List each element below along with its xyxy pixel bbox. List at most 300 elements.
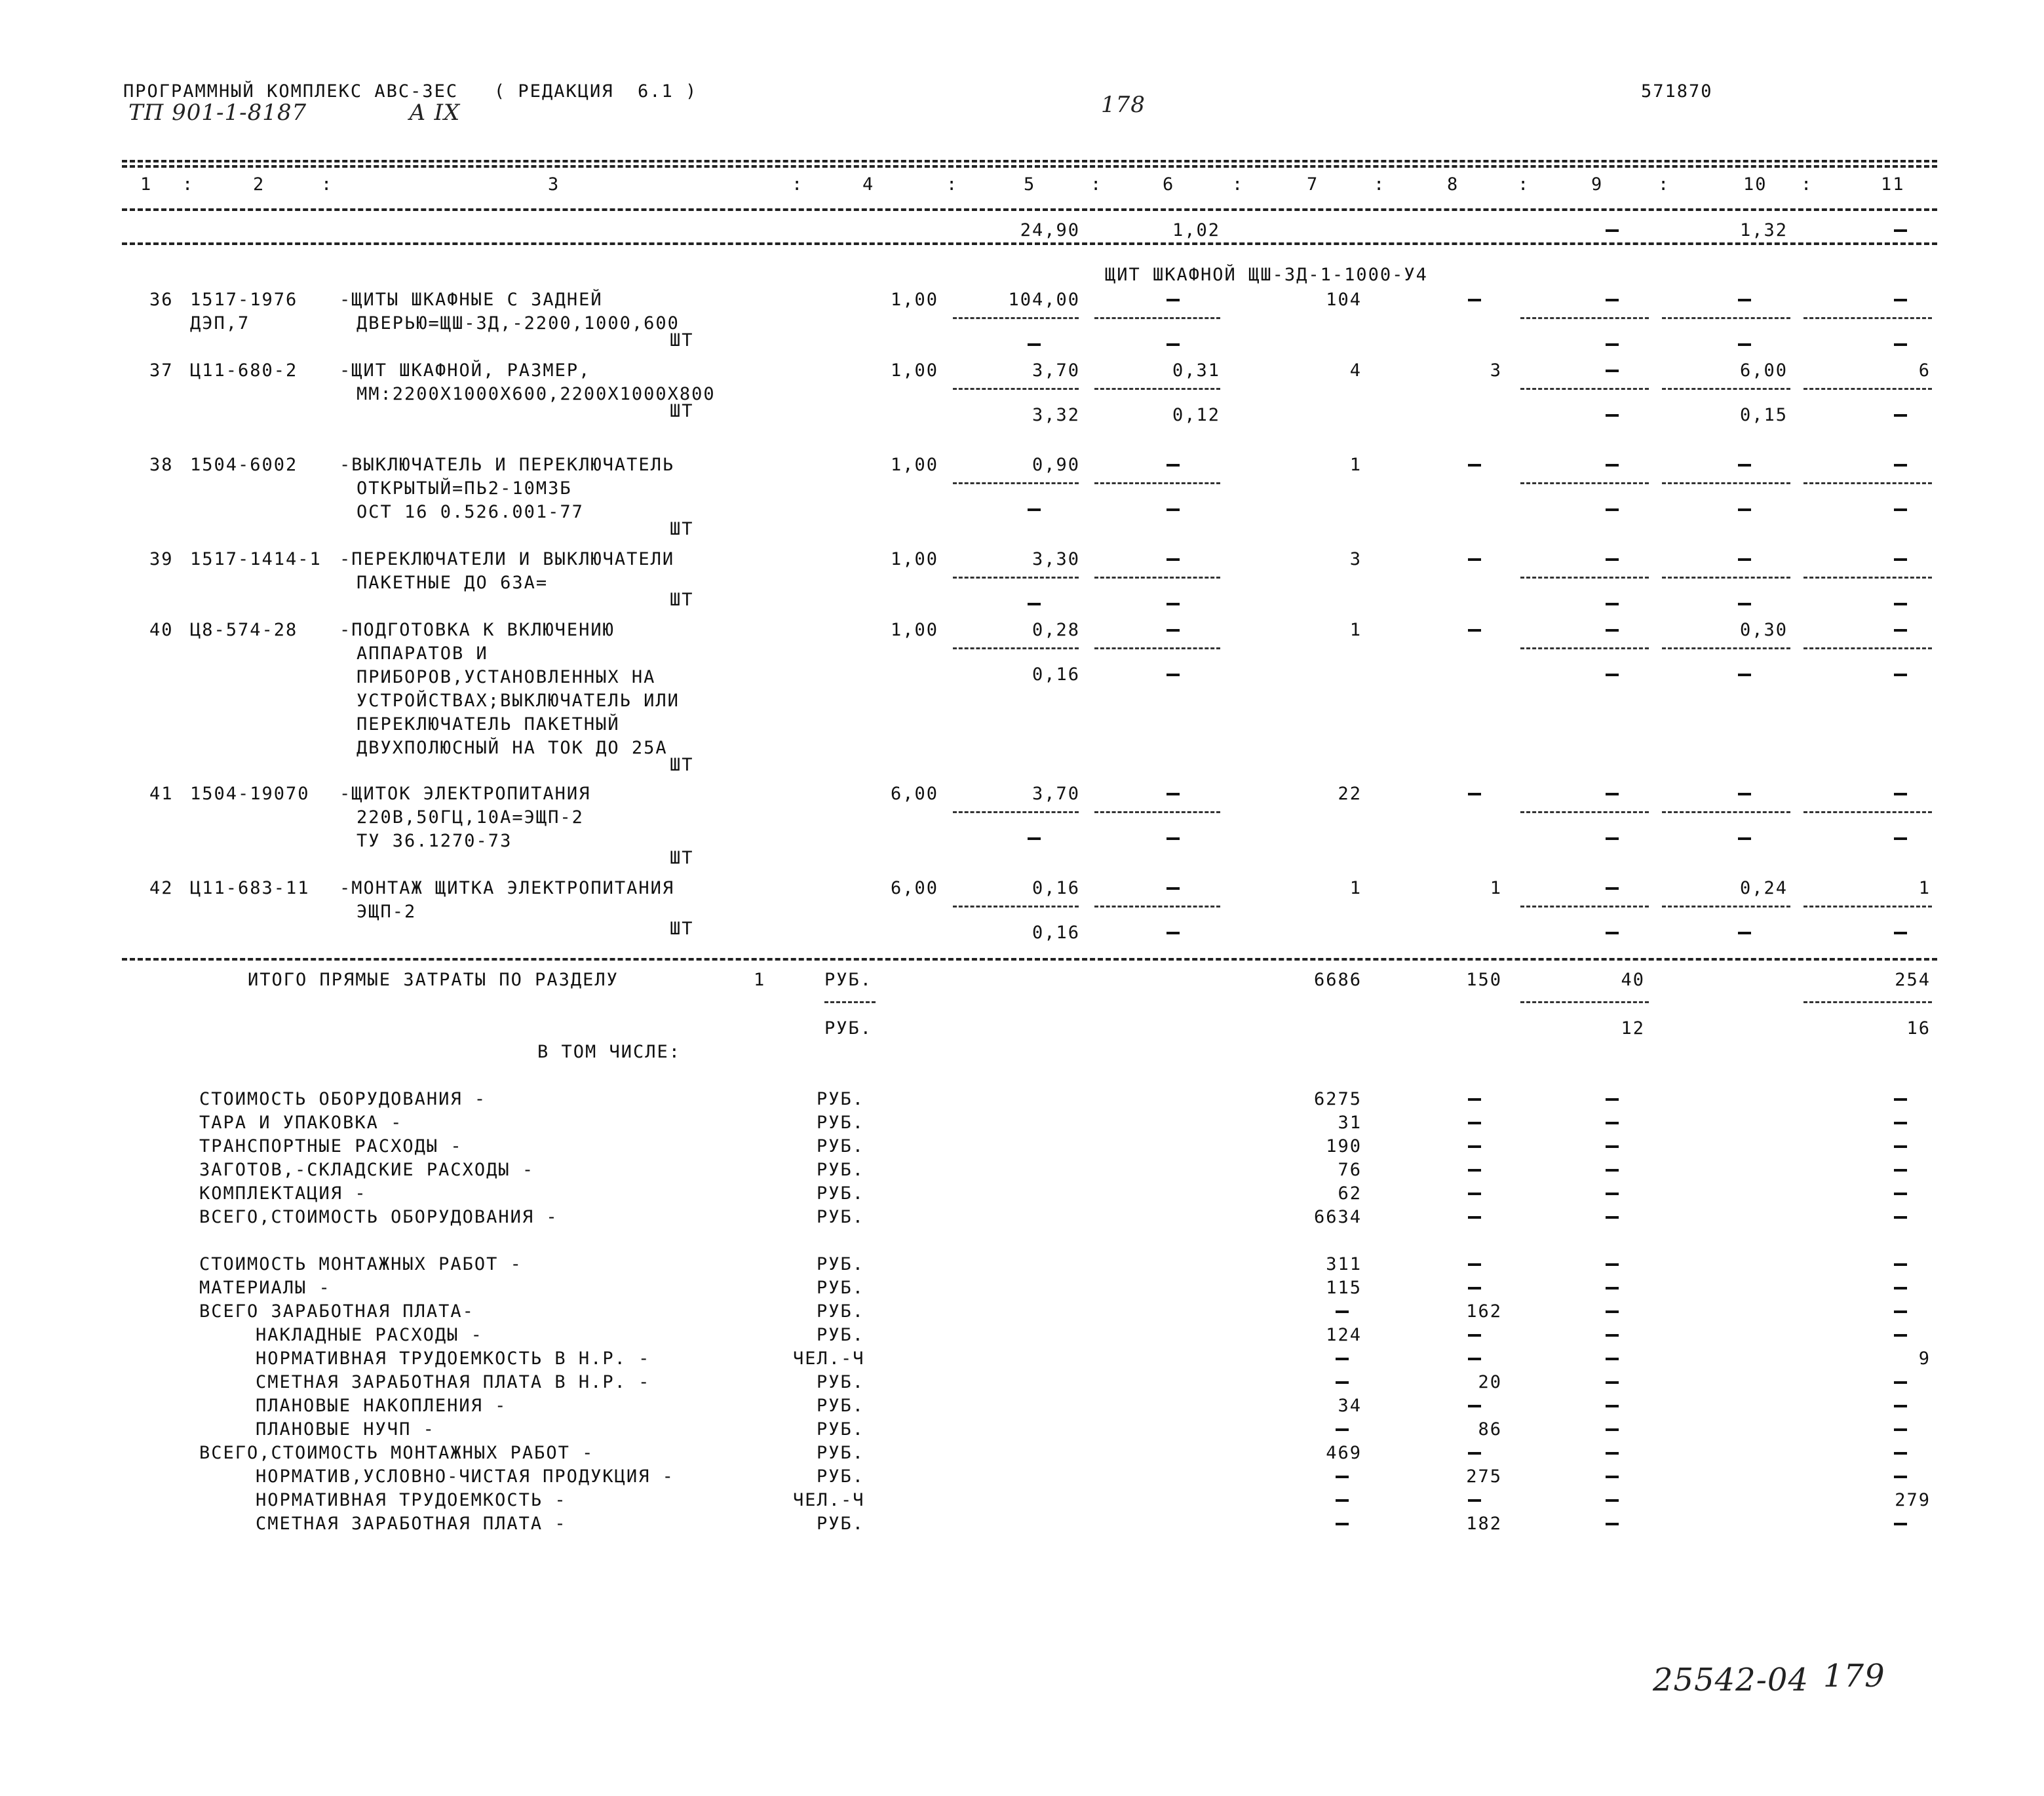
summary-c8 <box>1468 1334 1481 1337</box>
carry-c11 <box>1894 229 1907 232</box>
item-code-secondary: ДЭП,7 <box>190 313 250 334</box>
item-c5: 3,30 <box>1032 549 1080 569</box>
item-code: Ц8-574-28 <box>190 620 298 640</box>
summary-c7: 469 <box>1326 1443 1362 1463</box>
item-c5b <box>1028 508 1041 511</box>
item-c9b <box>1606 603 1619 605</box>
item-c10: 6,00 <box>1739 360 1788 381</box>
item-c9 <box>1606 793 1619 795</box>
summary-label: ЗАГОТОВ,-СКЛАДСКИЕ РАСХОДЫ - <box>199 1160 535 1180</box>
totals-c8: 150 <box>1466 970 1502 990</box>
item-code: 1504-6002 <box>190 455 298 475</box>
column-header-9: 9 <box>1591 174 1604 195</box>
summary-c7: 76 <box>1338 1160 1362 1180</box>
item-c6b <box>1167 837 1180 840</box>
carry-rule <box>122 242 1937 245</box>
summary-label: ВСЕГО ЗАРАБОТНАЯ ПЛАТА- <box>199 1301 474 1322</box>
column-separator: : <box>1090 174 1103 195</box>
item-description-line: -ЩИТОК ЭЛЕКТРОПИТАНИЯ <box>339 784 591 804</box>
item-code: Ц11-680-2 <box>190 360 298 381</box>
column-header-1: 1 <box>140 174 153 195</box>
summary-label: ВСЕГО,СТОИМОСТЬ МОНТАЖНЫХ РАБОТ - <box>199 1443 594 1463</box>
album-mark: А IX <box>409 100 461 126</box>
item-c7: 104 <box>1326 290 1362 310</box>
item-subrule-c10 <box>1662 906 1790 908</box>
item-unit: ШТ <box>670 401 694 421</box>
summary-unit: РУБ. <box>817 1136 865 1156</box>
column-header-3: 3 <box>548 174 560 195</box>
carry-c5: 24,90 <box>1020 220 1080 240</box>
column-header-7: 7 <box>1307 174 1319 195</box>
summary-c8 <box>1468 1122 1481 1124</box>
summary-c7 <box>1336 1310 1349 1313</box>
summary-c9 <box>1606 1358 1619 1360</box>
item-c11b <box>1894 343 1907 346</box>
summary-c9 <box>1606 1193 1619 1195</box>
summary-c11 <box>1894 1145 1907 1148</box>
summary-c11: 9 <box>1918 1348 1931 1369</box>
item-subrule-c5 <box>953 647 1079 649</box>
summary-c8 <box>1468 1287 1481 1290</box>
summary-unit: РУБ. <box>817 1278 865 1298</box>
item-subrule-c5 <box>953 577 1079 579</box>
column-header-5: 5 <box>1024 174 1036 195</box>
item-unit: ШТ <box>670 919 694 939</box>
item-subrule-c10 <box>1662 317 1790 319</box>
handwritten-sheet-number: 179 <box>1823 1658 1885 1694</box>
item-quantity: 1,00 <box>890 290 938 310</box>
item-unit: ШТ <box>670 330 694 351</box>
totals-c11b: 16 <box>1906 1018 1931 1039</box>
item-c11 <box>1894 793 1907 795</box>
item-description-line: ОТКРЫТЫЙ=ПЬ2-10М3Б <box>357 478 572 499</box>
summary-label: ПЛАНОВЫЕ НАКОПЛЕНИЯ - <box>256 1396 507 1416</box>
summary-c11 <box>1894 1476 1907 1478</box>
item-description-line: ПЕРЕКЛЮЧАТЕЛЬ ПАКЕТНЫЙ <box>357 714 620 735</box>
summary-label: МАТЕРИАЛЫ - <box>199 1278 331 1298</box>
summary-c8 <box>1468 1193 1481 1195</box>
totals-unit: РУБ. <box>824 970 873 990</box>
summary-label: ПЛАНОВЫЕ НУЧП - <box>256 1419 435 1440</box>
summary-c7: 6275 <box>1313 1089 1362 1109</box>
item-subrule-c9 <box>1520 647 1649 649</box>
item-c9 <box>1606 370 1619 372</box>
summary-c8 <box>1468 1145 1481 1148</box>
column-separator: : <box>321 174 334 195</box>
item-c7: 1 <box>1349 455 1362 475</box>
item-quantity: 1,00 <box>890 360 938 381</box>
item-c10b <box>1738 674 1751 676</box>
item-number: 36 <box>149 290 174 310</box>
item-description-line: -ЩИТ ШКАФНОЙ, РАЗМЕР, <box>339 360 591 381</box>
summary-unit: РУБ. <box>817 1183 865 1204</box>
summary-unit: РУБ. <box>817 1207 865 1227</box>
item-c9 <box>1606 299 1619 301</box>
summary-c11 <box>1894 1310 1907 1313</box>
summary-c9 <box>1606 1216 1619 1219</box>
item-c8: 1 <box>1490 878 1502 898</box>
item-c5b <box>1028 837 1041 840</box>
item-c6b <box>1167 932 1180 934</box>
item-description-line: -ПОДГОТОВКА К ВКЛЮЧЕНИЮ <box>339 620 615 640</box>
item-quantity: 6,00 <box>890 878 938 898</box>
item-description-line: -ВЫКЛЮЧАТЕЛЬ И ПЕРЕКЛЮЧАТЕЛЬ <box>339 455 675 475</box>
item-subrule-c11 <box>1803 577 1932 579</box>
item-c7: 3 <box>1349 549 1362 569</box>
item-subrule-c6 <box>1094 317 1220 319</box>
item-c11 <box>1894 299 1907 301</box>
item-c5: 0,90 <box>1032 455 1080 475</box>
item-c9b <box>1606 674 1619 676</box>
summary-c9 <box>1606 1428 1619 1431</box>
column-header-10: 10 <box>1743 174 1767 195</box>
totals-unit-2: РУБ. <box>824 1018 873 1039</box>
item-subrule-c9 <box>1520 388 1649 390</box>
summary-c8 <box>1468 1098 1481 1101</box>
item-c9b <box>1606 508 1619 511</box>
summary-c11: 279 <box>1895 1490 1931 1510</box>
summary-c9 <box>1606 1499 1619 1502</box>
item-subrule-c6 <box>1094 482 1220 484</box>
summary-c11 <box>1894 1169 1907 1172</box>
column-header-4: 4 <box>862 174 875 195</box>
summary-label: СТОИМОСТЬ ОБОРУДОВАНИЯ - <box>199 1089 487 1109</box>
item-subrule-c11 <box>1803 647 1932 649</box>
item-description-line: АППАРАТОВ И <box>357 643 488 664</box>
item-description-line: ДВЕРЬЮ=ЩШ-3Д,-2200,1000,600 <box>357 313 680 334</box>
item-c6b <box>1167 343 1180 346</box>
column-separator: : <box>1658 174 1670 195</box>
item-description-line: ПАКЕТНЫЕ ДО 63А= <box>357 573 549 593</box>
item-c8 <box>1468 299 1481 301</box>
item-c10 <box>1738 558 1751 561</box>
item-c6 <box>1167 464 1180 467</box>
item-c5: 3,70 <box>1032 784 1080 804</box>
item-unit: ШТ <box>670 848 694 868</box>
item-description-line: ММ:2200Х1000Х600,2200Х1000Х800 <box>357 384 716 404</box>
carry-c10: 1,32 <box>1739 220 1788 240</box>
item-c10 <box>1738 299 1751 301</box>
item-subrule-c5 <box>953 906 1079 908</box>
item-subrule-c6 <box>1094 906 1220 908</box>
summary-c11 <box>1894 1428 1907 1431</box>
summary-label: НОРМАТИВНАЯ ТРУДОЕМКОСТЬ - <box>256 1490 567 1510</box>
item-quantity: 1,00 <box>890 455 938 475</box>
summary-c9 <box>1606 1263 1619 1266</box>
item-description-line: ПРИБОРОВ,УСТАНОВЛЕННЫХ НА <box>357 667 656 687</box>
item-description-line: -ПЕРЕКЛЮЧАТЕЛИ И ВЫКЛЮЧАТЕЛИ <box>339 549 675 569</box>
item-subrule-c9 <box>1520 811 1649 813</box>
item-c11: 1 <box>1918 878 1931 898</box>
summary-label: СМЕТНАЯ ЗАРАБОТНАЯ ПЛАТА В Н.Р. - <box>256 1372 651 1392</box>
summary-c7: 311 <box>1326 1254 1362 1274</box>
item-c7: 22 <box>1338 784 1362 804</box>
summary-c11 <box>1894 1334 1907 1337</box>
item-description-line: 220В,50ГЦ,10А=ЭЩП-2 <box>357 807 584 828</box>
summary-c8: 182 <box>1466 1514 1502 1534</box>
summary-c9 <box>1606 1405 1619 1407</box>
summary-unit: РУБ. <box>817 1396 865 1416</box>
summary-c9 <box>1606 1122 1619 1124</box>
item-subrule-c10 <box>1662 482 1790 484</box>
summary-unit: РУБ. <box>817 1254 865 1274</box>
item-c8 <box>1468 558 1481 561</box>
summary-unit: РУБ. <box>817 1301 865 1322</box>
summary-c11 <box>1894 1287 1907 1290</box>
item-c11b <box>1894 414 1907 417</box>
summary-unit: РУБ. <box>817 1419 865 1440</box>
item-subrule-c10 <box>1662 811 1790 813</box>
item-c5b <box>1028 603 1041 605</box>
item-unit: ШТ <box>670 519 694 539</box>
item-c5b: 3,32 <box>1032 405 1080 425</box>
summary-label: НОРМАТИВНАЯ ТРУДОЕМКОСТЬ В Н.Р. - <box>256 1348 651 1369</box>
item-c10b <box>1738 932 1751 934</box>
item-c8: 3 <box>1490 360 1502 381</box>
item-number: 40 <box>149 620 174 640</box>
summary-c8: 86 <box>1478 1419 1502 1440</box>
page-number: 178 <box>1101 92 1146 118</box>
summary-c7: 115 <box>1326 1278 1362 1298</box>
item-c10: 0,30 <box>1739 620 1788 640</box>
carry-c6: 1,02 <box>1172 220 1220 240</box>
item-subrule-c9 <box>1520 906 1649 908</box>
summary-label: СТОИМОСТЬ МОНТАЖНЫХ РАБОТ - <box>199 1254 522 1274</box>
summary-c7 <box>1336 1428 1349 1431</box>
summary-unit: РУБ. <box>817 1372 865 1392</box>
item-c6b: 0,12 <box>1172 405 1220 425</box>
column-separator: : <box>1374 174 1386 195</box>
item-c6b <box>1167 603 1180 605</box>
summary-c9 <box>1606 1287 1619 1290</box>
summary-c11 <box>1894 1263 1907 1266</box>
summary-unit: ЧЕЛ.-Ч <box>793 1348 865 1369</box>
column-separator: : <box>946 174 959 195</box>
summary-c8 <box>1468 1216 1481 1219</box>
summary-c11 <box>1894 1098 1907 1101</box>
summary-unit: ЧЕЛ.-Ч <box>793 1490 865 1510</box>
summary-c9 <box>1606 1523 1619 1525</box>
item-c6 <box>1167 558 1180 561</box>
summary-c11 <box>1894 1523 1907 1525</box>
item-c10 <box>1738 464 1751 467</box>
program-title: ПРОГРАММНЫЙ КОМПЛЕКС АВС-3ЕС ( РЕДАКЦИЯ 6.1 ) <box>123 81 698 102</box>
summary-label: ТАРА И УПАКОВКА - <box>199 1113 403 1133</box>
summary-c7: 124 <box>1326 1325 1362 1345</box>
item-c5: 104,00 <box>1008 290 1080 310</box>
summary-unit: РУБ. <box>817 1325 865 1345</box>
summary-label: КОМПЛЕКТАЦИЯ - <box>199 1183 367 1204</box>
summary-c7: 190 <box>1326 1136 1362 1156</box>
summary-c8 <box>1468 1452 1481 1455</box>
summary-c9 <box>1606 1098 1619 1101</box>
summary-c11 <box>1894 1216 1907 1219</box>
item-c7: 1 <box>1349 878 1362 898</box>
column-separator: : <box>182 174 195 195</box>
item-unit: ШТ <box>670 755 694 775</box>
item-code: 1517-1414-1 <box>190 549 322 569</box>
item-number: 41 <box>149 784 174 804</box>
item-subrule-c5 <box>953 482 1079 484</box>
column-separator: : <box>1232 174 1244 195</box>
item-subrule-c10 <box>1662 388 1790 390</box>
item-c11b <box>1894 674 1907 676</box>
summary-c11 <box>1894 1452 1907 1455</box>
group-title: ЩИТ ШКАФНОЙ ЩШ-3Д-1-1000-У4 <box>1105 265 1428 285</box>
summary-c8 <box>1468 1405 1481 1407</box>
summary-c9 <box>1606 1169 1619 1172</box>
item-c9b <box>1606 414 1619 417</box>
item-description-line: УСТРОЙСТВАХ;ВЫКЛЮЧАТЕЛЬ ИЛИ <box>357 691 680 711</box>
item-code: Ц11-683-11 <box>190 878 310 898</box>
summary-c7 <box>1336 1499 1349 1502</box>
summary-unit: РУБ. <box>817 1443 865 1463</box>
item-c5b: 0,16 <box>1032 664 1080 685</box>
item-c11b <box>1894 932 1907 934</box>
summary-c8 <box>1468 1263 1481 1266</box>
item-quantity: 1,00 <box>890 549 938 569</box>
item-c11 <box>1894 629 1907 632</box>
item-c5: 0,16 <box>1032 878 1080 898</box>
item-c11b <box>1894 837 1907 840</box>
summary-c8 <box>1468 1499 1481 1502</box>
summary-unit: РУБ. <box>817 1089 865 1109</box>
summary-c8: 20 <box>1478 1372 1502 1392</box>
summary-label: ВСЕГО,СТОИМОСТЬ ОБОРУДОВАНИЯ - <box>199 1207 558 1227</box>
summary-c7: 62 <box>1338 1183 1362 1204</box>
item-subrule-c11 <box>1803 906 1932 908</box>
summary-unit: РУБ. <box>817 1514 865 1534</box>
item-c10b: 0,15 <box>1739 405 1788 425</box>
summary-c7: 6634 <box>1313 1207 1362 1227</box>
totals-including: В ТОМ ЧИСЛЕ: <box>537 1042 682 1062</box>
items-bottom-rule <box>122 958 1937 961</box>
totals-section: 1 <box>754 970 766 990</box>
item-c11 <box>1894 464 1907 467</box>
totals-c9: 40 <box>1621 970 1645 990</box>
summary-c8 <box>1468 1358 1481 1360</box>
item-c9b <box>1606 837 1619 840</box>
table-top-rule <box>122 160 1937 162</box>
item-c5: 0,28 <box>1032 620 1080 640</box>
item-c6 <box>1167 629 1180 632</box>
summary-c7 <box>1336 1523 1349 1525</box>
item-number: 42 <box>149 878 174 898</box>
summary-c11 <box>1894 1193 1907 1195</box>
summary-c9 <box>1606 1381 1619 1384</box>
item-c5b <box>1028 343 1041 346</box>
item-c5: 3,70 <box>1032 360 1080 381</box>
summary-c8: 162 <box>1466 1301 1502 1322</box>
summary-c9 <box>1606 1145 1619 1148</box>
item-c10b <box>1738 508 1751 511</box>
item-quantity: 6,00 <box>890 784 938 804</box>
summary-c7: 31 <box>1338 1113 1362 1133</box>
summary-unit: РУБ. <box>817 1160 865 1180</box>
item-description-line: -ЩИТЫ ШКАФНЫЕ С ЗАДНЕЙ <box>339 290 603 310</box>
summary-c8 <box>1468 1169 1481 1172</box>
item-subrule-c9 <box>1520 482 1649 484</box>
item-description-line: ЭЩП-2 <box>357 902 417 922</box>
item-description-line: -МОНТАЖ ЩИТКА ЭЛЕКТРОПИТАНИЯ <box>339 878 675 898</box>
item-c10b <box>1738 603 1751 605</box>
item-c11b <box>1894 508 1907 511</box>
summary-c7 <box>1336 1381 1349 1384</box>
item-c6b <box>1167 674 1180 676</box>
item-code: 1504-19070 <box>190 784 310 804</box>
item-c9b <box>1606 343 1619 346</box>
table-top-rule-2 <box>122 165 1937 168</box>
item-subrule-c5 <box>953 811 1079 813</box>
item-number: 37 <box>149 360 174 381</box>
item-c10 <box>1738 793 1751 795</box>
summary-c7 <box>1336 1476 1349 1478</box>
column-separator: : <box>1518 174 1530 195</box>
summary-c9 <box>1606 1310 1619 1313</box>
document-number: 571870 <box>1641 81 1713 102</box>
item-subrule-c9 <box>1520 577 1649 579</box>
header-bottom-rule <box>122 208 1937 211</box>
item-c7: 4 <box>1349 360 1362 381</box>
item-subrule-c5 <box>953 388 1079 390</box>
item-c8 <box>1468 629 1481 632</box>
item-subrule-c11 <box>1803 388 1932 390</box>
handwritten-archive-code: 25542-04 <box>1653 1662 1809 1698</box>
totals-rule-unit <box>824 1001 876 1003</box>
item-subrule-c6 <box>1094 388 1220 390</box>
totals-label: ИТОГО ПРЯМЫЕ ЗАТРАТЫ ПО РАЗДЕЛУ <box>248 970 619 990</box>
item-subrule-c6 <box>1094 811 1220 813</box>
item-c7: 1 <box>1349 620 1362 640</box>
column-separator: : <box>792 174 804 195</box>
item-c8 <box>1468 464 1481 467</box>
totals-c11: 254 <box>1895 970 1931 990</box>
item-description-line: ТУ 36.1270-73 <box>357 831 512 851</box>
item-c6: 0,31 <box>1172 360 1220 381</box>
item-c6 <box>1167 299 1180 301</box>
item-subrule-c6 <box>1094 577 1220 579</box>
item-c10b <box>1738 837 1751 840</box>
item-c10b <box>1738 343 1751 346</box>
item-unit: ШТ <box>670 590 694 610</box>
item-number: 39 <box>149 549 174 569</box>
item-c8 <box>1468 793 1481 795</box>
doc-code: ТП 901-1-8187 <box>128 100 307 126</box>
totals-rule-c11 <box>1803 1001 1932 1003</box>
item-c9 <box>1606 887 1619 890</box>
item-subrule-c11 <box>1803 317 1932 319</box>
item-c10: 0,24 <box>1739 878 1788 898</box>
item-c9 <box>1606 464 1619 467</box>
item-subrule-c9 <box>1520 317 1649 319</box>
column-separator: : <box>1801 174 1813 195</box>
item-subrule-c6 <box>1094 647 1220 649</box>
item-c9 <box>1606 558 1619 561</box>
summary-c11 <box>1894 1122 1907 1124</box>
item-c11 <box>1894 558 1907 561</box>
item-c9b <box>1606 932 1619 934</box>
carry-c9 <box>1606 229 1619 232</box>
totals-c9b: 12 <box>1621 1018 1645 1039</box>
summary-unit: РУБ. <box>817 1466 865 1487</box>
item-subrule-c5 <box>953 317 1079 319</box>
summary-c11 <box>1894 1405 1907 1407</box>
summary-label: ТРАНСПОРТНЫЕ РАСХОДЫ - <box>199 1136 463 1156</box>
item-description-line: ОСТ 16 0.526.001-77 <box>357 502 584 522</box>
item-c9 <box>1606 629 1619 632</box>
summary-c9 <box>1606 1452 1619 1455</box>
summary-c8: 275 <box>1466 1466 1502 1487</box>
